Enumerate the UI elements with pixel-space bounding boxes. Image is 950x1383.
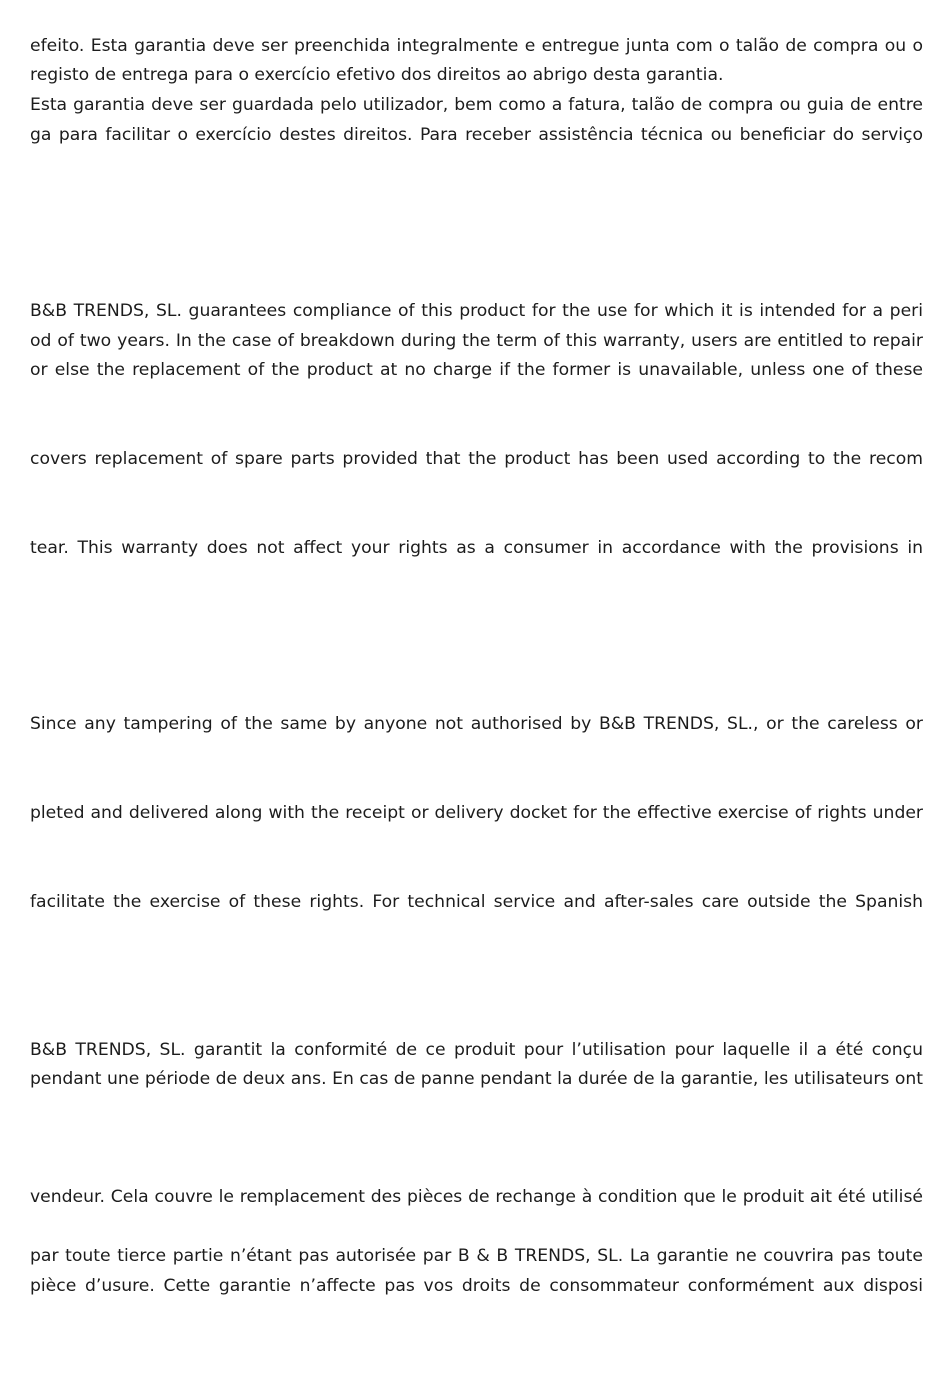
fr-line-4: par toute tierce partie n’étant pas autorisée par B & B TRENDS, SL. La garantie ne couvrira pas toute [30,1246,923,1266]
fr-line-2: pendant une période de deux ans. En cas de panne pendant la durée de la garantie, les utilisateurs ont [30,1069,923,1089]
en-line-6: Since any tampering of the same by anyone not authorised by B&B TRENDS, SL., or the careless or [30,714,923,734]
en-line-3: or else the replacement of the product at no charge if the former is unavailable, unless one of these [30,360,923,380]
en-line-8: facilitate the exercise of these rights. For technical service and after-sales care outside the Spanish [30,892,923,912]
en-line-1: B&B TRENDS, SL. guarantees compliance of this product for the use for which it is intended for a peri [30,301,923,321]
en-line-2: od of two years. In the case of breakdown during the term of this warranty, users are entitled to repair [30,331,923,351]
en-line-4: covers replacement of spare parts provided that the product has been used according to the recom [30,449,923,469]
pt-line-4: ga para facilitar o exercício destes direitos. Para receber assistência técnica ou beneficiar do serviço [30,125,923,145]
fr-line-3: vendeur. Cela couvre le remplacement des pièces de rechange à condition que le produit ait été utilisé [30,1187,923,1207]
en-line-7: pleted and delivered along with the receipt or delivery docket for the effective exercise of rights under [30,803,923,823]
en-line-5: tear. This warranty does not affect your rights as a consumer in accordance with the provisions in [30,538,923,558]
pt-line-1: efeito. Esta garantia deve ser preenchida integralmente e entregue junta com o talão de compra ou o [30,36,923,56]
fr-line-5: pièce d’usure. Cette garantie n’affecte pas vos droits de consommateur conformément aux disposi [30,1276,923,1296]
pt-line-2: registo de entrega para o exercício efetivo dos direitos ao abrigo desta garantia. [30,65,724,85]
pt-line-3: Esta garantia deve ser guardada pelo utilizador, bem como a fatura, talão de compra ou guia de entre [30,95,923,115]
fr-line-1: B&B TRENDS, SL. garantit la conformité de ce produit pour l’utilisation pour laquelle il a été conçu [30,1040,923,1060]
